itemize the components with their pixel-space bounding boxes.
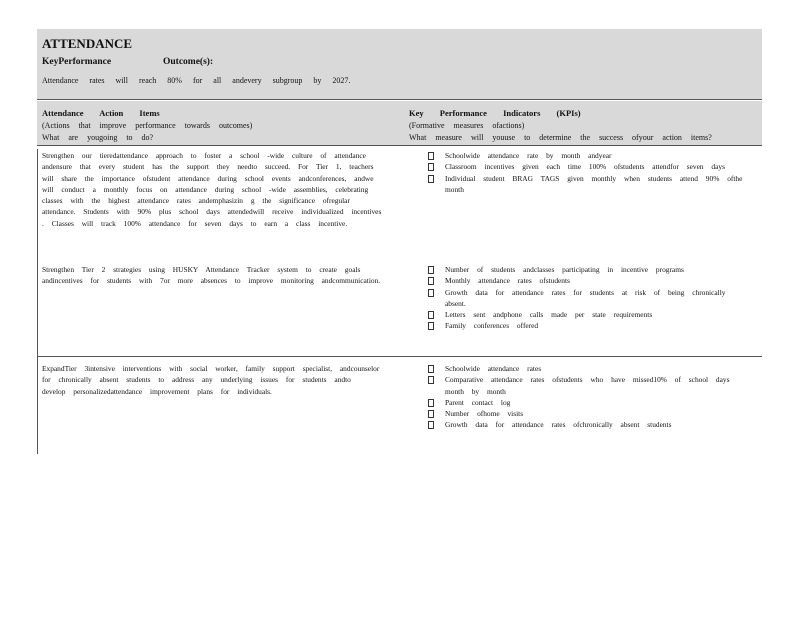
table-row <box>37 357 762 452</box>
kpi-question: What measure will youuse to determine the success ofyour action items? <box>409 133 712 142</box>
list-item <box>409 419 754 430</box>
kpi-title: Key Performance Indicators (KPIs) <box>409 108 581 118</box>
kpi-text: Comparative attendance rates ofstudents who have missed10% of school days month by month <box>445 375 730 396</box>
list-item <box>409 264 754 275</box>
kpi-list-tier1 <box>409 150 754 195</box>
kpi-text: Individual student BRAG TAGS given monthly when students attend 90% ofthe month <box>445 173 743 194</box>
kpi-text: Growth data for attendance rates ofchronically absent students <box>445 420 672 430</box>
action-items-title: Attendance Action Items <box>42 108 160 118</box>
list-item <box>409 320 754 331</box>
list-item <box>409 408 754 419</box>
kpi-text: Parent contact log <box>445 397 511 407</box>
kpi-text: Schoolwide attendance rates <box>445 364 542 373</box>
list-item <box>409 374 754 397</box>
attendance-plan-page <box>37 29 762 452</box>
attendance-header <box>37 29 762 100</box>
list-item <box>409 173 754 196</box>
kpi-header <box>409 107 712 144</box>
outcome-label: Outcome(s): <box>163 57 214 67</box>
checkbox-bullet-icon <box>428 421 434 429</box>
kpi-list-tier3 <box>409 363 754 431</box>
checkbox-bullet-icon <box>428 410 434 418</box>
checkbox-bullet-icon <box>428 399 434 407</box>
kpi-text: Schoolwide attendance rate by month andyear <box>445 151 612 160</box>
list-item <box>409 150 754 161</box>
list-item <box>409 275 754 286</box>
kpi-text: Family conferences offered <box>445 321 539 331</box>
kpi-text: Number ofhome visits <box>445 409 524 419</box>
page-title: ATTENDANCE <box>42 36 133 51</box>
action-items-subtitle: (Actions that improve performance towards outcomes) <box>42 121 253 130</box>
table-row <box>37 146 762 357</box>
kpi-text: Letters sent andphone calls made per state requirements <box>445 310 653 320</box>
column-headers <box>37 101 762 146</box>
checkbox-bullet-icon <box>428 322 434 330</box>
checkbox-bullet-icon <box>428 311 434 319</box>
action-items-question: What are yougoing to do? <box>42 133 154 142</box>
action-item-tier1: Strengthen our tieredattendance approach to foster a school -wide culture of attendance andensure that every student has the support they needto succeed. For Tier 1, teachers will share the importance ofstudent attendance during school events andconferences, andwe will conduct a monthly focus on attendance during school -wide assemblies, celebrating classes with the highest attendance rates andemphasizin g the significance ofregular attendance. Students with 90% plus school days attendedwill receive individualized incentives . Classes will track 100% attendance for seven days to earn a class incentive. <box>42 151 382 228</box>
kpi-text: Number of students andclasses participating in incentive programs <box>445 265 684 274</box>
list-item <box>409 309 754 320</box>
action-items-header <box>42 107 252 144</box>
kpi-text: Monthly attendance rates ofstudents <box>445 276 570 286</box>
list-item <box>409 363 754 374</box>
checkbox-bullet-icon <box>428 163 434 171</box>
kpi-list-tier2 <box>409 264 754 332</box>
checkbox-bullet-icon <box>428 277 434 285</box>
action-item-tier3: ExpandTier 3intensive interventions with social worker, family support specialist, andcounselor for chronically absent students to address any underlying issues for students andto develop personalizedattendance improvement plans for individuals. <box>42 364 380 396</box>
list-item <box>409 161 754 172</box>
checkbox-bullet-icon <box>428 365 434 373</box>
kpi-text: Growth data for attendance rates for students at risk of being chronically absent. <box>445 287 726 308</box>
list-item <box>409 287 754 310</box>
key-performance-label: KeyPerformance <box>42 57 112 67</box>
action-item-tier2: Strengthen Tier 2 strategies using HUSKY Attendance Tracker system to create goals andincentives for students with 7or more absences to improve monitoring andcommunication. <box>42 265 381 286</box>
checkbox-bullet-icon <box>428 289 434 297</box>
checkbox-bullet-icon <box>428 376 434 384</box>
checkbox-bullet-icon <box>428 266 434 274</box>
list-item <box>409 397 754 408</box>
checkbox-bullet-icon <box>428 152 434 160</box>
kpi-subtitle: (Formative measures ofactions) <box>409 121 525 130</box>
outcome-goal-text: Attendance rates will reach 80% for all andevery subgroup by 2027. <box>42 76 351 85</box>
kpi-text: Classroom incentives given each time 100% ofstudents attendfor seven days <box>445 162 725 172</box>
checkbox-bullet-icon <box>428 175 434 183</box>
